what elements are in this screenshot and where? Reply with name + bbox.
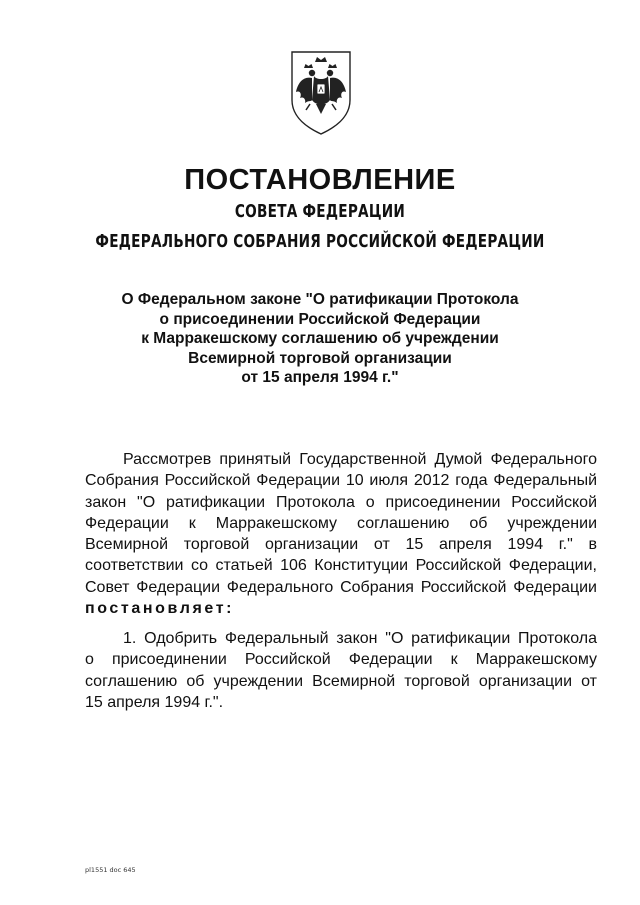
file-reference: pl1551 doc 645 — [85, 866, 136, 874]
russian-coat-of-arms-icon — [288, 48, 354, 136]
paragraph-line: 1. Одобрить Федеральный закон "О ратификации Протокола — [123, 630, 597, 647]
paragraph-line: закон "О ратификации Протокола о присоединении Российской — [85, 493, 597, 511]
paragraph-line: соответствии со статьей 106 Конституции Российской Федерации, — [85, 557, 597, 575]
issuer-line-1: СОВЕТА ФЕДЕРАЦИИ — [234, 202, 406, 222]
item-1-paragraph — [85, 628, 597, 713]
decree-word: постановляет: — [85, 600, 235, 618]
paragraph-line: о присоединении Российской Федерации к Марракешскому — [85, 651, 597, 669]
paragraph-line: Федерации к Марракешскому соглашению об учреждении — [85, 514, 597, 532]
paragraph-line: Рассмотрев принятый Государственной Думой Федерального — [123, 451, 597, 468]
law-title-line: от 15 апреля 1994 г." — [241, 369, 399, 386]
law-title-line: к Марракешскому соглашению об учреждении — [141, 330, 499, 347]
paragraph-line: соглашению об учреждении Всемирной торговой организации от — [85, 672, 597, 690]
preamble-paragraph — [85, 449, 597, 619]
paragraph-line: Собрания Российской Федерации 10 июля 2012 года Федеральный — [85, 472, 597, 490]
law-title — [0, 290, 640, 388]
law-title-line: О Федеральном законе "О ратификации Протокола — [121, 291, 519, 308]
law-title-line: о присоединении Российской Федерации — [159, 310, 481, 328]
issuer-line-2: ФЕДЕРАЛЬНОГО СОБРАНИЯ РОССИЙСКОЙ ФЕДЕРАЦИИ — [95, 232, 545, 252]
paragraph-line: Совет Федерации Федерального Собрания Российской Федерации — [85, 578, 597, 596]
paragraph-line: 15 апреля 1994 г.". — [85, 693, 224, 711]
document-title: ПОСТАНОВЛЕНИЕ — [184, 164, 456, 196]
law-title-line: Всемирной торговой организации — [188, 349, 452, 367]
paragraph-line: Всемирной торговой организации от 15 апреля 1994 г." в — [85, 536, 597, 554]
